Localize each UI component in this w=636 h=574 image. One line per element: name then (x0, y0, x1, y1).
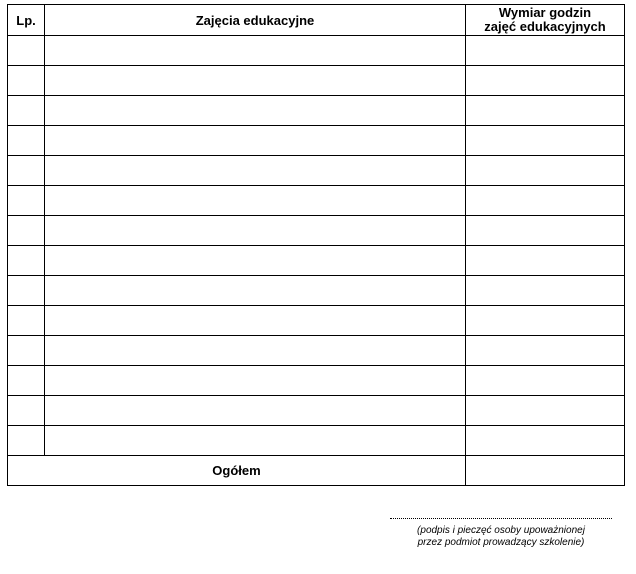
cell-lp[interactable] (8, 96, 45, 126)
cell-wymiar[interactable] (466, 156, 625, 186)
table-row (8, 396, 625, 426)
cell-zajecia[interactable] (45, 126, 466, 156)
table-body (8, 36, 625, 456)
table-row (8, 426, 625, 456)
cell-wymiar[interactable] (466, 306, 625, 336)
signature-caption (390, 525, 612, 549)
cell-zajecia[interactable] (45, 336, 466, 366)
cell-zajecia[interactable] (45, 36, 466, 66)
cell-zajecia[interactable] (45, 156, 466, 186)
table-row (8, 366, 625, 396)
cell-wymiar[interactable] (466, 366, 625, 396)
header-wymiar-line1: Wymiar godzin (498, 5, 592, 20)
cell-lp[interactable] (8, 216, 45, 246)
cell-wymiar[interactable] (466, 246, 625, 276)
signature-dotted-line (390, 518, 612, 523)
cell-wymiar[interactable] (466, 336, 625, 366)
education-hours-table (7, 4, 625, 486)
cell-wymiar[interactable] (466, 276, 625, 306)
cell-wymiar[interactable] (466, 216, 625, 246)
cell-zajecia[interactable] (45, 66, 466, 96)
cell-zajecia[interactable] (45, 426, 466, 456)
header-zajecia-edukacyjne: Zajęcia edukacyjne (45, 5, 466, 36)
cell-wymiar[interactable] (466, 126, 625, 156)
cell-lp[interactable] (8, 156, 45, 186)
table-row (8, 336, 625, 366)
header-wymiar-line2: zajęć edukacyjnych (484, 19, 606, 34)
cell-wymiar[interactable] (466, 36, 625, 66)
cell-zajecia[interactable] (45, 276, 466, 306)
signature-caption-line1: (podpis i pieczęć osoby upoważnionej (417, 525, 585, 536)
cell-lp[interactable] (8, 336, 45, 366)
table-row (8, 216, 625, 246)
cell-wymiar[interactable] (466, 396, 625, 426)
table-row (8, 306, 625, 336)
table-row (8, 276, 625, 306)
table-header-row (8, 5, 625, 36)
cell-zajecia[interactable] (45, 306, 466, 336)
cell-lp[interactable] (8, 126, 45, 156)
cell-lp[interactable] (8, 36, 45, 66)
cell-lp[interactable] (8, 276, 45, 306)
cell-lp[interactable] (8, 306, 45, 336)
cell-wymiar[interactable] (466, 66, 625, 96)
cell-lp[interactable] (8, 366, 45, 396)
cell-lp[interactable] (8, 66, 45, 96)
header-lp: Lp. (8, 5, 45, 36)
cell-lp[interactable] (8, 246, 45, 276)
table-row (8, 36, 625, 66)
cell-lp[interactable] (8, 186, 45, 216)
total-row (8, 456, 625, 486)
cell-lp[interactable] (8, 396, 45, 426)
cell-zajecia[interactable] (45, 186, 466, 216)
total-value-cell[interactable] (466, 456, 625, 486)
cell-zajecia[interactable] (45, 366, 466, 396)
table-row (8, 96, 625, 126)
table-row (8, 246, 625, 276)
cell-wymiar[interactable] (466, 96, 625, 126)
cell-zajecia[interactable] (45, 246, 466, 276)
total-label: Ogółem (8, 456, 466, 486)
signature-caption-line2: przez podmiot prowadzący szkolenie) (417, 537, 585, 548)
signature-block (390, 518, 612, 549)
cell-zajecia[interactable] (45, 396, 466, 426)
cell-lp[interactable] (8, 426, 45, 456)
cell-zajecia[interactable] (45, 96, 466, 126)
table-row (8, 126, 625, 156)
table-row (8, 156, 625, 186)
cell-wymiar[interactable] (466, 426, 625, 456)
table-row (8, 186, 625, 216)
header-wymiar-godzin (466, 5, 625, 36)
cell-zajecia[interactable] (45, 216, 466, 246)
cell-wymiar[interactable] (466, 186, 625, 216)
table-row (8, 66, 625, 96)
